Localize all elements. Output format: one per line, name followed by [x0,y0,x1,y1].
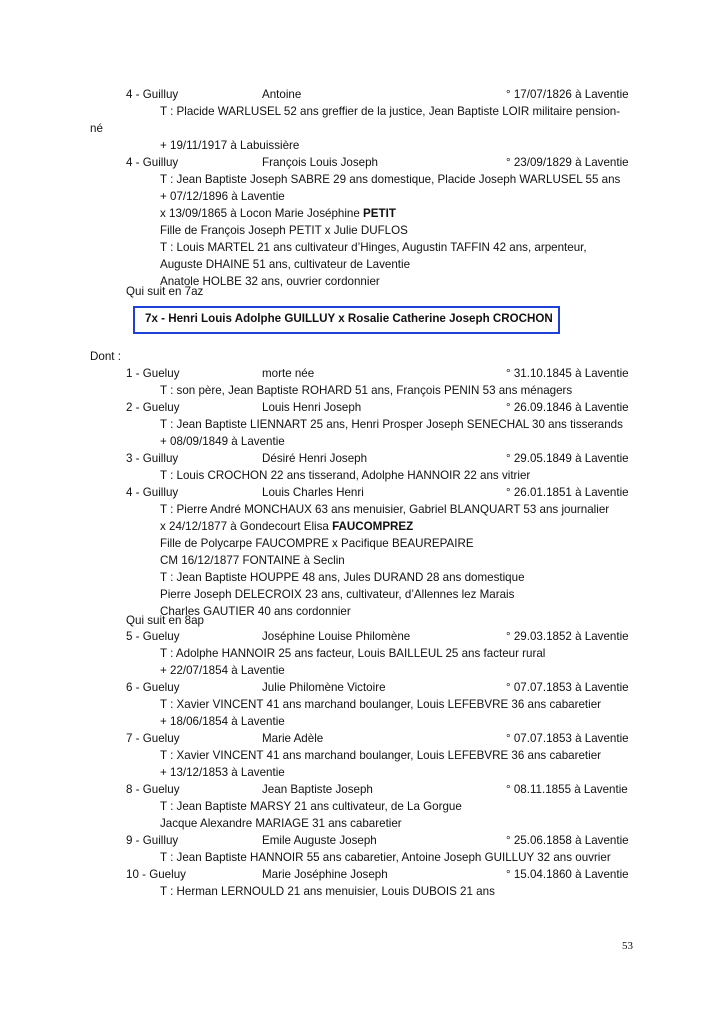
death-line: + 07/12/1896 à Laventie [160,190,285,203]
child-birth: ° 25.06.1858 à Laventie [506,834,629,847]
child-birth: ° 07.07.1853 à Laventie [506,732,629,745]
entry-birth: ° 23/09/1829 à Laventie [506,156,629,169]
dont-label: Dont : [90,350,121,363]
child-birth: ° 26.01.1851 à Laventie [506,486,629,499]
child-name: Joséphine Louise Philomène [262,630,411,643]
witness-line: T : Jean Baptiste Joseph SABRE 29 ans domestique, Placide Joseph WARLUSEL 55 ans [160,173,621,186]
witness-line: T : Xavier VINCENT 41 ans marchand boulanger, Louis LEFEBVRE 36 ans cabaretier [160,749,602,762]
child-number: 10 - Gueluy [126,868,186,881]
witness-line: Auguste DHAINE 51 ans, cultivateur de Laventie [160,258,411,271]
child-name: morte née [262,367,315,380]
entry-number: 4 - Guilluy [126,88,179,101]
child-birth: ° 26.09.1846 à Laventie [506,401,629,414]
child-name: Julie Philomène Victoire [262,681,386,694]
child-name: Louis Henri Joseph [262,401,362,414]
child-name: Désiré Henri Joseph [262,452,368,465]
death-line: + 22/07/1854 à Laventie [160,664,285,677]
spouse-surname: FAUCOMPREZ [332,520,414,533]
child-number: 7 - Gueluy [126,732,180,745]
child-number: 4 - Guilluy [126,486,179,499]
continuation-note: Qui suit en 8ap [126,614,204,627]
child-name: Jean Baptiste Joseph [262,783,373,796]
marriage-line [160,519,413,535]
witness-line: T : Herman LERNOULD 21 ans menuisier, Louis DUBOIS 21 ans [160,885,495,898]
spouse-surname: PETIT [363,207,396,220]
marriage-text: x 24/12/1877 à Gondecourt Elisa [160,520,333,533]
child-birth: ° 07.07.1853 à Laventie [506,681,629,694]
witness-line: T : Xavier VINCENT 41 ans marchand boulanger, Louis LEFEBVRE 36 ans cabaretier [160,698,602,711]
witness-line: T : Pierre André MONCHAUX 63 ans menuisier, Gabriel BLANQUART 53 ans journalier [160,503,610,516]
child-number: 5 - Gueluy [126,630,180,643]
child-birth: ° 08.11.1855 à Laventie [506,783,628,796]
witness-line-continued: né [90,122,103,135]
witness-line: Jacque Alexandre MARIAGE 31 ans cabaretier [160,817,402,830]
entry-name: Antoine [262,88,302,101]
child-number: 3 - Guilluy [126,452,179,465]
marriage-text: x 13/09/1865 à Locon Marie Joséphine [160,207,364,220]
filiation-line: Fille de François Joseph PETIT x Julie DUFLOS [160,224,408,237]
witness-line: Anatole HOLBE 32 ans, ouvrier cordonnier [160,275,380,288]
witness-line: T : Placide WARLUSEL 52 ans greffier de la justice, Jean Baptiste LOIR militaire pension- [160,105,621,118]
child-birth: ° 31.10.1845 à Laventie [506,367,629,380]
witness-line: T : son père, Jean Baptiste ROHARD 51 ans, François PENIN 53 ans ménagers [160,384,573,397]
page-number: 53 [622,940,633,952]
witness-line: T : Jean Baptiste LIENNART 25 ans, Henri Prosper Joseph SENECHAL 30 ans tisserands [160,418,623,431]
child-birth: ° 15.04.1860 à Laventie [506,868,629,881]
witness-line: T : Louis CROCHON 22 ans tisserand, Adolphe HANNOIR 22 ans vitrier [160,469,531,482]
death-line: + 18/06/1854 à Laventie [160,715,285,728]
entry-birth: ° 17/07/1826 à Laventie [506,88,629,101]
entry-number: 4 - Guilluy [126,156,179,169]
child-number: 9 - Guilluy [126,834,179,847]
child-number: 1 - Gueluy [126,367,180,380]
witness-line: T : Jean Baptiste HANNOIR 55 ans cabaretier, Antoine Joseph GUILLUY 32 ans ouvrier [160,851,611,864]
death-line: + 19/11/1917 à Labuissière [160,139,300,152]
child-name: Marie Joséphine Joseph [262,868,388,881]
marriage-line [160,206,396,222]
child-number: 8 - Gueluy [126,783,180,796]
child-name: Emile Auguste Joseph [262,834,377,847]
entry-name: François Louis Joseph [262,156,378,169]
filiation-line: Fille de Polycarpe FAUCOMPRE x Pacifique BEAUREPAIRE [160,537,474,550]
section-heading-box [133,306,560,334]
death-line: + 13/12/1853 à Laventie [160,766,285,779]
continuation-note: Qui suit en 7az [126,285,204,298]
witness-line: Pierre Joseph DELECROIX 23 ans, cultivateur, d’Allennes lez Marais [160,588,515,601]
child-birth: ° 29.05.1849 à Laventie [506,452,629,465]
witness-line: Charles GAUTIER 40 ans cordonnier [160,605,351,618]
death-line: + 08/09/1849 à Laventie [160,435,285,448]
witness-line: T : Louis MARTEL 21 ans cultivateur d’Hinges, Augustin TAFFIN 42 ans, arpenteur, [160,241,587,254]
child-birth: ° 29.03.1852 à Laventie [506,630,629,643]
witness-line: T : Jean Baptiste MARSY 21 ans cultivateur, de La Gorgue [160,800,462,813]
witness-line: T : Adolphe HANNOIR 25 ans facteur, Louis BAILLEUL 25 ans facteur rural [160,647,546,660]
child-name: Louis Charles Henri [262,486,364,499]
witness-line: T : Jean Baptiste HOUPPE 48 ans, Jules DURAND 28 ans domestique [160,571,525,584]
contract-line: CM 16/12/1877 FONTAINE à Seclin [160,554,345,567]
child-number: 6 - Gueluy [126,681,180,694]
child-name: Marie Adèle [262,732,324,745]
section-heading: 7x - Henri Louis Adolphe GUILLUY x Rosalie Catherine Joseph CROCHON [145,312,553,325]
child-number: 2 - Gueluy [126,401,180,414]
